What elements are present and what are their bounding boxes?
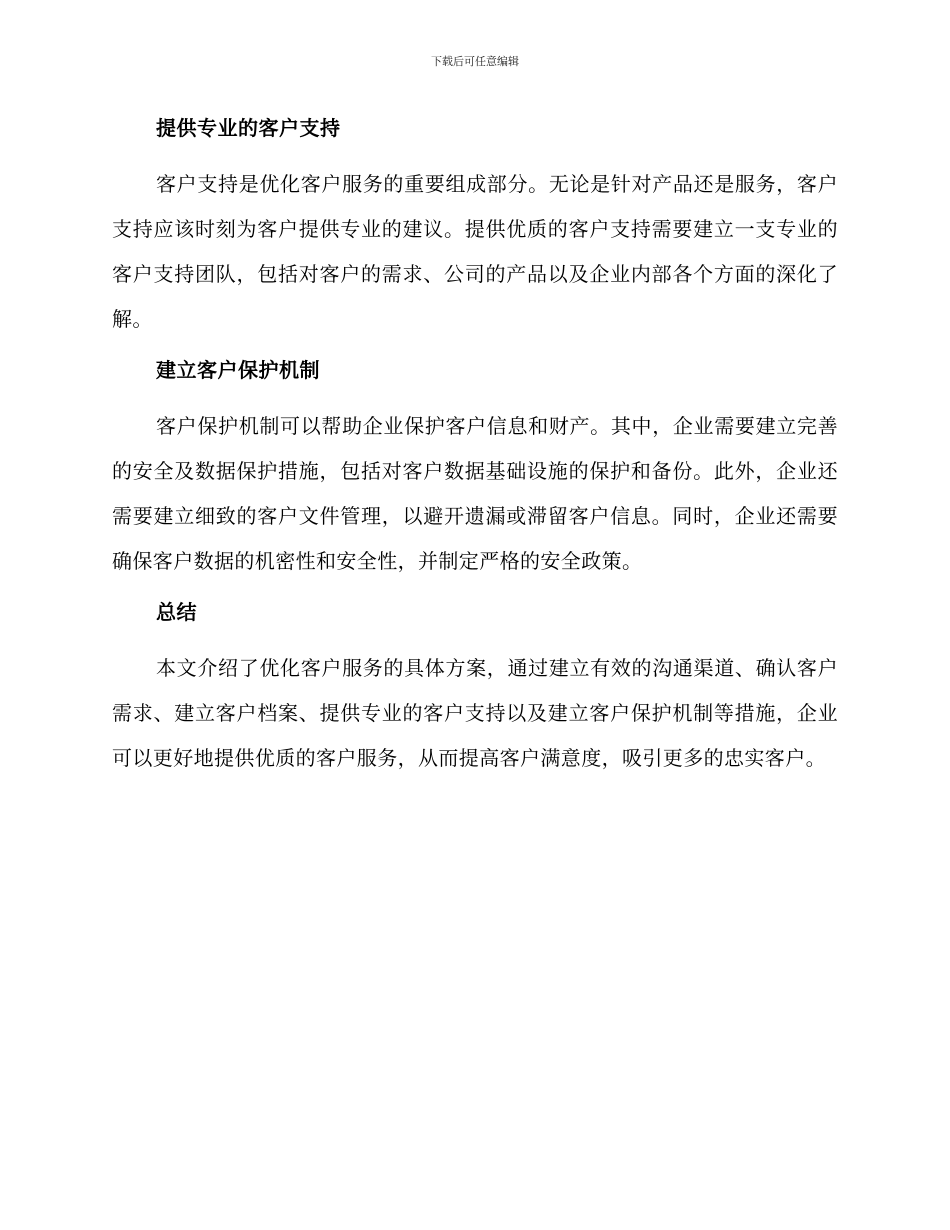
paragraph-customer-support: 客户支持是优化客户服务的重要组成部分。无论是针对产品还是服务，客户支持应该时刻为客户提供专业的建议。提供优质的客户支持需要建立一支专业的客户支持团队，包括对客户的需求、公司的产品以及企业内部各个方面的深化了解。 bbox=[112, 172, 838, 331]
section-heading-customer-support: 提供专业的客户支持 bbox=[156, 116, 341, 140]
section-heading-customer-protection: 建立客户保护机制 bbox=[156, 358, 320, 382]
paragraph-summary: 本文介绍了优化客户服务的具体方案，通过建立有效的沟通渠道、确认客户需求、建立客户档案、提供专业的客户支持以及建立客户保护机制等措施，企业可以更好地提供优质的客户服务，从而提高客户满意度，吸引更多的忠实客户。 bbox=[112, 656, 838, 770]
document-body bbox=[112, 108, 838, 781]
paragraph-customer-protection: 客户保护机制可以帮助企业保护客户信息和财产。其中，企业需要建立完善的安全及数据保护措施，包括对客户数据基础设施的保护和备份。此外，企业还需要建立细致的客户文件管理，以避开遗漏或滞留客户信息。同时，企业还需要确保客户数据的机密性和安全性，并制定严格的安全政策。 bbox=[112, 414, 838, 573]
section-heading-summary: 总结 bbox=[156, 600, 197, 624]
header-note: 下载后可任意编辑 bbox=[431, 55, 519, 68]
